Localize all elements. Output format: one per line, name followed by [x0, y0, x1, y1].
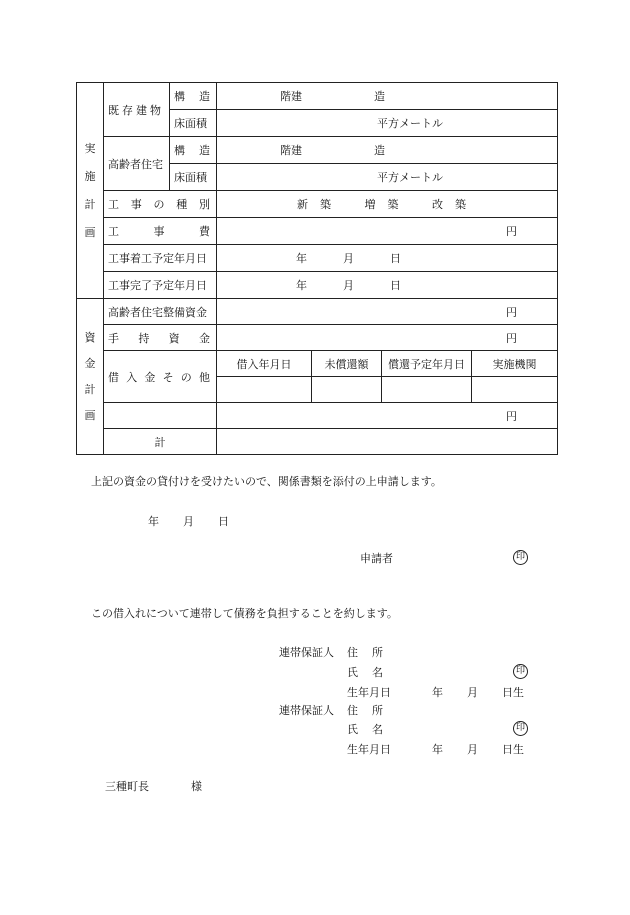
end-date-label: 工事完了予定年月日: [104, 272, 217, 299]
addressee: 三種町長 様: [105, 780, 202, 793]
structure-label: 構 造: [170, 83, 217, 110]
loan-date-header: 借入年月日: [217, 351, 312, 377]
guarantor-label: 連帯保証人: [279, 646, 334, 659]
work-cost-label: 工 事 費: [104, 218, 217, 245]
existing-structure-field[interactable]: 階建 造: [217, 83, 558, 110]
institution-field[interactable]: [472, 377, 558, 403]
own-funds-label: 手 持 資 金: [104, 325, 217, 351]
loan-blank-cell: [104, 403, 217, 429]
loan-date-field[interactable]: [217, 377, 312, 403]
name-label: 氏 名: [347, 666, 383, 679]
birth-date-label: 生年月日: [347, 743, 391, 756]
work-type-options[interactable]: 新 築 増 築 改 築: [217, 191, 558, 218]
structure-label: 構 造: [170, 137, 217, 164]
request-text: 上記の資金の貸付けを受けたいので、関係書類を添付の上申請します。: [91, 475, 442, 488]
start-date-field[interactable]: 年 月 日: [217, 245, 558, 272]
address-label: 住 所: [347, 646, 383, 659]
application-date[interactable]: 年 月 日: [148, 515, 229, 528]
elderly-housing-label: 高齢者住宅: [104, 137, 170, 191]
total-field[interactable]: [217, 429, 558, 455]
outstanding-field[interactable]: [312, 377, 382, 403]
housing-fund-label: 高齢者住宅整備資金: [104, 299, 217, 325]
loan-label: 借 入 金 そ の 他: [104, 351, 217, 403]
existing-building-label: 既存建物: [104, 83, 170, 137]
own-funds-field[interactable]: 円: [217, 325, 558, 351]
birth-date-label: 生年月日: [347, 686, 391, 699]
housing-floor-area-field[interactable]: 平方メートル: [217, 164, 558, 191]
institution-header: 実施機関: [472, 351, 558, 377]
address-label: 住 所: [347, 704, 383, 717]
birth-date-field[interactable]: 年 月 日生: [432, 743, 524, 756]
housing-structure-field[interactable]: 階建 造: [217, 137, 558, 164]
funds-section-label: 資 金 計 画: [77, 299, 104, 455]
floor-area-label: 床面積: [170, 110, 217, 137]
work-cost-field[interactable]: 円: [217, 218, 558, 245]
housing-fund-field[interactable]: 円: [217, 299, 558, 325]
plan-section-label: 実 施 計 画: [77, 83, 104, 299]
total-label: 計: [104, 429, 217, 455]
name-label: 氏 名: [347, 723, 383, 736]
existing-floor-area-field[interactable]: 平方メートル: [217, 110, 558, 137]
floor-area-label: 床面積: [170, 164, 217, 191]
end-date-field[interactable]: 年 月 日: [217, 272, 558, 299]
guarantee-statement: この借入れについて連帯して債務を負担することを約します。: [91, 607, 398, 620]
guarantor-label: 連帯保証人: [279, 704, 334, 717]
applicant-seal-icon: 印: [513, 549, 528, 565]
start-date-label: 工事着工予定年月日: [104, 245, 217, 272]
applicant-label: 申請者: [360, 552, 393, 565]
outstanding-header: 未償還額: [312, 351, 382, 377]
repayment-date-header: 償還予定年月日: [382, 351, 472, 377]
birth-date-field[interactable]: 年 月 日生: [432, 686, 524, 699]
application-form-table: [76, 82, 558, 455]
guarantor-seal-icon: 印: [513, 663, 528, 679]
repayment-date-field[interactable]: [382, 377, 472, 403]
work-type-label: 工 事 の 種 別: [104, 191, 217, 218]
loan-total-field[interactable]: 円: [217, 403, 558, 429]
guarantor-seal-icon: 印: [513, 720, 528, 736]
